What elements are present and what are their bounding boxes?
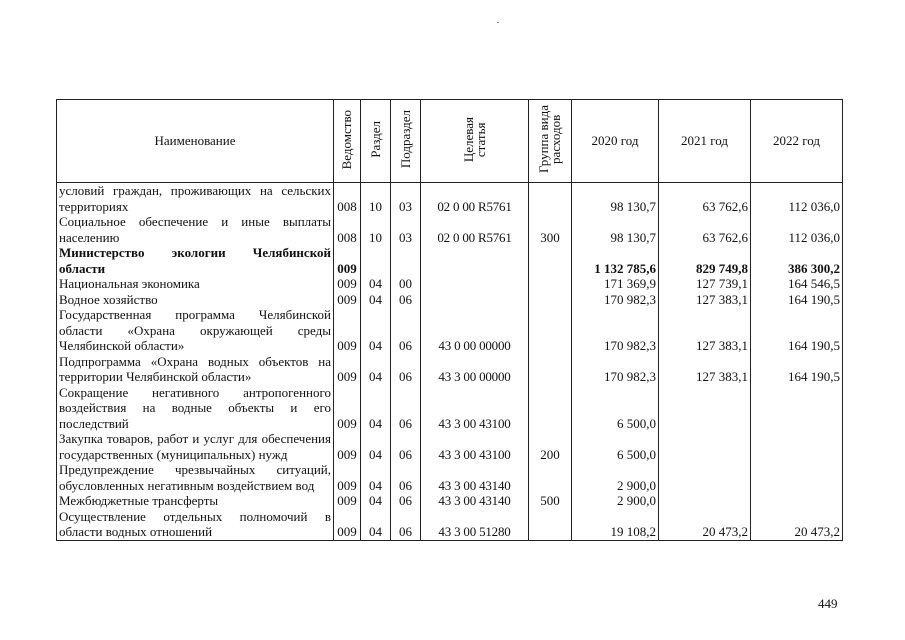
- row-2021: 127 739,1: [659, 276, 751, 292]
- row-celevaya-statya: 43 3 00 43100: [421, 431, 529, 462]
- table-row: [57, 245, 843, 276]
- row-2022: [751, 385, 843, 432]
- row-vedomstvo: 009: [334, 431, 361, 462]
- row-vedomstvo: 009: [334, 354, 361, 385]
- budget-table: [56, 99, 843, 541]
- row-vedomstvo: 009: [334, 292, 361, 308]
- header-2020: 2020 год: [572, 100, 659, 183]
- row-2022: [751, 493, 843, 509]
- row-vedomstvo: 009: [334, 462, 361, 493]
- header-2022: 2022 год: [751, 100, 843, 183]
- row-2021: 63 762,6: [659, 183, 751, 215]
- row-name: Осуществление отдельных полномочий в области водных отношений: [57, 509, 334, 541]
- row-2021: 20 473,2: [659, 509, 751, 541]
- table-row: [57, 183, 843, 215]
- row-vedomstvo: 009: [334, 245, 361, 276]
- row-vedomstvo: 009: [334, 509, 361, 541]
- row-podrazdel: 06: [391, 462, 421, 493]
- scan-speck: [497, 22, 499, 23]
- row-name: Государственная программа Челябинской области «Охрана окружающей среды Челябинской области»: [57, 307, 334, 354]
- table-row: [57, 385, 843, 432]
- row-gruppa: [529, 385, 572, 432]
- row-2022: [751, 462, 843, 493]
- row-celevaya-statya: [421, 276, 529, 292]
- row-gruppa: 300: [529, 214, 572, 245]
- row-2022: 112 036,0: [751, 183, 843, 215]
- row-2022: 164 190,5: [751, 354, 843, 385]
- row-razdel: 10: [361, 183, 391, 215]
- row-gruppa: [529, 245, 572, 276]
- row-2021: [659, 462, 751, 493]
- row-2021: 127 383,1: [659, 292, 751, 308]
- row-vedomstvo: 009: [334, 385, 361, 432]
- row-razdel: 10: [361, 214, 391, 245]
- row-celevaya-statya: [421, 292, 529, 308]
- row-gruppa: [529, 292, 572, 308]
- page-number: 449: [818, 596, 838, 611]
- row-name: Межбюджетные трансферты: [57, 493, 334, 509]
- row-2022: 20 473,2: [751, 509, 843, 541]
- row-name: Водное хозяйство: [57, 292, 334, 308]
- row-2020: 170 982,3: [572, 292, 659, 308]
- header-razdel: Раздел: [361, 100, 391, 183]
- row-2020: 2 900,0: [572, 462, 659, 493]
- row-podrazdel: 06: [391, 354, 421, 385]
- row-podrazdel: 06: [391, 292, 421, 308]
- row-podrazdel: 00: [391, 276, 421, 292]
- row-2021: 127 383,1: [659, 307, 751, 354]
- row-celevaya-statya: 43 3 00 43140: [421, 462, 529, 493]
- row-2020: 2 900,0: [572, 493, 659, 509]
- row-2020: 6 500,0: [572, 431, 659, 462]
- header-gruppa-vida-rashodov: Группа вида расходов: [529, 100, 572, 183]
- row-name: Социальное обеспечение и иные выплаты населению: [57, 214, 334, 245]
- row-razdel: [361, 245, 391, 276]
- table-row: [57, 431, 843, 462]
- row-2022: 164 546,5: [751, 276, 843, 292]
- table-row: [57, 462, 843, 493]
- row-name: Министерство экологии Челябинской области: [57, 245, 334, 276]
- table-row: [57, 307, 843, 354]
- row-razdel: 04: [361, 509, 391, 541]
- row-razdel: 04: [361, 385, 391, 432]
- row-razdel: 04: [361, 493, 391, 509]
- header-podrazdel: Подраздел: [391, 100, 421, 183]
- row-celevaya-statya: 43 0 00 00000: [421, 307, 529, 354]
- row-2022: 164 190,5: [751, 307, 843, 354]
- row-2021: [659, 385, 751, 432]
- table-row: [57, 354, 843, 385]
- row-vedomstvo: 009: [334, 493, 361, 509]
- row-name: условий граждан, проживающих на сельских территориях: [57, 183, 334, 215]
- table-row: [57, 493, 843, 509]
- row-vedomstvo: 008: [334, 214, 361, 245]
- row-2020: 98 130,7: [572, 183, 659, 215]
- header-name: Наименование: [57, 100, 334, 183]
- row-podrazdel: 03: [391, 214, 421, 245]
- row-razdel: 04: [361, 431, 391, 462]
- row-gruppa: [529, 183, 572, 215]
- row-razdel: 04: [361, 307, 391, 354]
- row-2020: 1 132 785,6: [572, 245, 659, 276]
- row-celevaya-statya: [421, 245, 529, 276]
- row-2020: 19 108,2: [572, 509, 659, 541]
- row-podrazdel: 06: [391, 385, 421, 432]
- row-gruppa: 200: [529, 431, 572, 462]
- row-2022: 164 190,5: [751, 292, 843, 308]
- row-gruppa: [529, 307, 572, 354]
- row-2021: [659, 431, 751, 462]
- row-2020: 6 500,0: [572, 385, 659, 432]
- row-podrazdel: 06: [391, 493, 421, 509]
- row-vedomstvo: 009: [334, 276, 361, 292]
- row-2021: 63 762,6: [659, 214, 751, 245]
- table-row: [57, 509, 843, 541]
- row-2022: 386 300,2: [751, 245, 843, 276]
- row-gruppa: [529, 354, 572, 385]
- table-row: [57, 214, 843, 245]
- row-name: Закупка товаров, работ и услуг для обеспечения государственных (муниципальных) нужд: [57, 431, 334, 462]
- row-gruppa: [529, 509, 572, 541]
- row-gruppa: [529, 462, 572, 493]
- table-row: [57, 276, 843, 292]
- row-celevaya-statya: 43 3 00 43100: [421, 385, 529, 432]
- row-podrazdel: 06: [391, 509, 421, 541]
- row-2021: 127 383,1: [659, 354, 751, 385]
- row-name: Предупреждение чрезвычайных ситуаций, обусловленных негативным воздействием вод: [57, 462, 334, 493]
- header-row: [57, 100, 843, 183]
- row-celevaya-statya: 43 3 00 00000: [421, 354, 529, 385]
- row-2020: 98 130,7: [572, 214, 659, 245]
- row-2020: 171 369,9: [572, 276, 659, 292]
- row-name: Национальная экономика: [57, 276, 334, 292]
- row-2022: [751, 431, 843, 462]
- row-gruppa: [529, 276, 572, 292]
- row-podrazdel: 06: [391, 431, 421, 462]
- row-celevaya-statya: 02 0 00 R5761: [421, 214, 529, 245]
- row-razdel: 04: [361, 462, 391, 493]
- row-gruppa: 500: [529, 493, 572, 509]
- row-2020: 170 982,3: [572, 307, 659, 354]
- row-podrazdel: 03: [391, 183, 421, 215]
- row-razdel: 04: [361, 354, 391, 385]
- row-celevaya-statya: 43 3 00 51280: [421, 509, 529, 541]
- row-2022: 112 036,0: [751, 214, 843, 245]
- row-celevaya-statya: 43 3 00 43140: [421, 493, 529, 509]
- row-name: Подпрограмма «Охрана водных объектов на территории Челябинской области»: [57, 354, 334, 385]
- row-vedomstvo: 008: [334, 183, 361, 215]
- header-2021: 2021 год: [659, 100, 751, 183]
- row-2020: 170 982,3: [572, 354, 659, 385]
- row-2021: [659, 493, 751, 509]
- header-vedomstvo: Ведомство: [334, 100, 361, 183]
- row-name: Сокращение негативного антропогенного воздействия на водные объекты и его последствий: [57, 385, 334, 432]
- row-celevaya-statya: 02 0 00 R5761: [421, 183, 529, 215]
- row-podrazdel: [391, 245, 421, 276]
- row-2021: 829 749,8: [659, 245, 751, 276]
- header-celevaya-statya: Целевая статья: [421, 100, 529, 183]
- table-row: [57, 292, 843, 308]
- row-razdel: 04: [361, 276, 391, 292]
- row-razdel: 04: [361, 292, 391, 308]
- row-vedomstvo: 009: [334, 307, 361, 354]
- row-podrazdel: 06: [391, 307, 421, 354]
